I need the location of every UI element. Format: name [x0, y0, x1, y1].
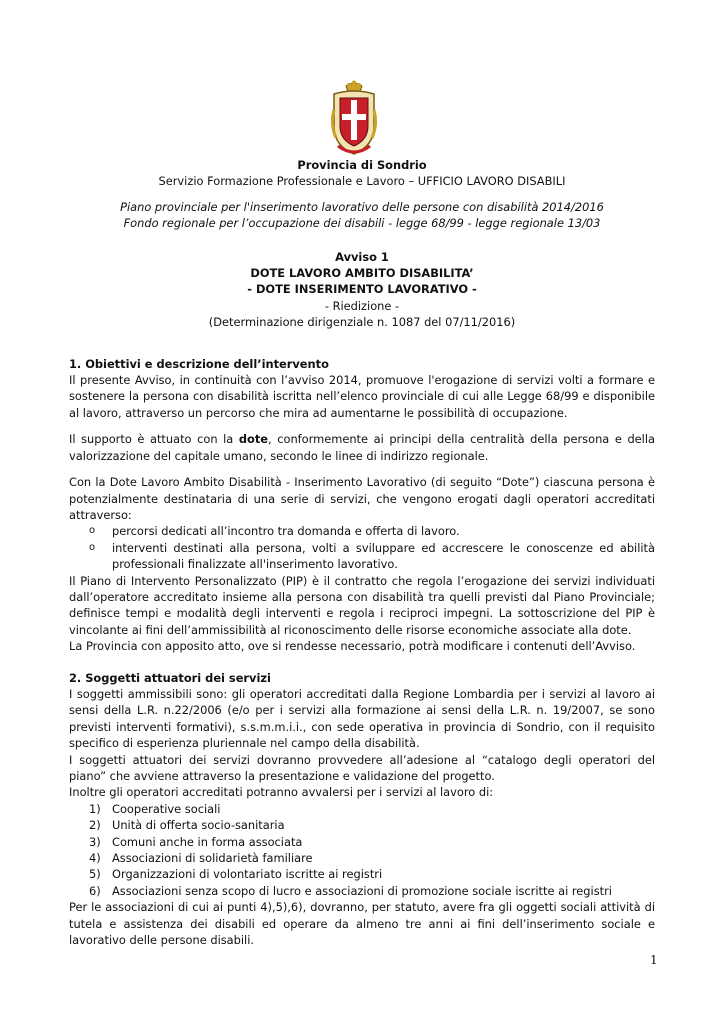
list-text: Organizzazioni di volontariato iscritte ai registri [112, 867, 383, 882]
list-number: 4) [89, 851, 101, 866]
notice-number: Avviso 1 [335, 249, 389, 264]
list-text: Associazioni senza scopo di lucro e associazioni di promozione sociale iscritte ai registri [112, 883, 612, 898]
p2-text-after: , conformemente ai principi della centralità della persona e della valorizzazione del capitale umano, secondo le linee di indirizzo regionale. [69, 432, 655, 463]
section-1-paragraph-3: Con la Dote Lavoro Ambito Disabilità - Inserimento Lavorativo (di seguito “Dote”) ciascuna persona è potenzialmente destinataria di una serie di servizi, che vengono erogati dagli operatori accreditati attraverso: [69, 475, 655, 522]
notice-title-1: DOTE LAVORO AMBITO DISABILITA’ [250, 266, 474, 281]
document-body [69, 157, 655, 948]
list-item [89, 866, 655, 882]
notice-title-2: - DOTE INSERIMENTO LAVORATIVO - [247, 282, 477, 297]
section-2-numbered-list [69, 801, 655, 899]
coat-of-arms-emblem [330, 80, 378, 158]
list-item [89, 850, 655, 866]
section-1-paragraph-2 [69, 431, 655, 464]
service-name: Servizio Formazione Professionale e Lavoro – UFFICIO LAVORO DISABILI [158, 174, 566, 189]
list-number: 3) [89, 834, 101, 849]
notice-edition: - Riedizione - [324, 298, 400, 313]
list-text: Associazioni di solidarietà familiare [112, 851, 313, 866]
list-number: 6) [89, 883, 101, 898]
list-number: 1) [89, 801, 101, 816]
p2-text-before: Il supporto è attuato con la [69, 432, 239, 447]
list-text: Unità di offerta socio-sanitaria [112, 818, 285, 833]
section-1-paragraph-5: La Provincia con apposito atto, ove si rendesse necessario, potrà modificare i contenuti dell’Avviso. [69, 639, 636, 654]
province-name: Provincia di Sondrio [297, 158, 427, 172]
page-number: 1 [650, 953, 658, 967]
section-1-paragraph-4: Il Piano di Intervento Personalizzato (PIP) è il contratto che regola l’erogazione dei servizi individuati dall’operatore accreditato insieme alla persona con disabilità tra quelli previsti dal Piano Provinciale; definisce tempi e modalità degli interventi e regola i reciproci impegni. La sottoscrizione del PIP è vincolante ai fini dell’ammissibilità al riconoscimento delle risorse economiche associate alla dote. [69, 573, 655, 637]
section-2-paragraph-4: Per le associazioni di cui ai punti 4),5),6), dovranno, per statuto, avere fra gli oggetti sociali attività di tutela e assistenza dei disabili ed operare da almeno tre anni ai fini dell’inserimento sociale e lavorativo delle persone disabili. [69, 900, 655, 948]
list-text: Comuni anche in forma associata [112, 834, 303, 849]
section-2-paragraph-3: Inoltre gli operatori accreditati potranno avvalersi per i servizi al lavoro di: [69, 785, 494, 800]
plan-line-2: Fondo regionale per l’occupazione dei disabili - legge 68/99 - legge regionale 13/03 [123, 216, 601, 231]
section-1-heading: 1. Obiettivi e descrizione dell’intervento [69, 356, 329, 371]
list-item [89, 883, 655, 899]
section-1-bullet-list [69, 523, 655, 572]
list-text: Cooperative sociali [112, 801, 221, 816]
list-item: o percorsi dedicati all’incontro tra domanda e offerta di lavoro. [89, 523, 655, 539]
list-item: o interventi destinati alla persona, volti a sviluppare ed accrescere le conoscenze ed abilità professionali finalizzate all'inserimento lavorativo. [89, 540, 655, 573]
letterhead [69, 157, 655, 232]
section-1 [69, 356, 655, 655]
list-item [89, 817, 655, 833]
list-item [89, 834, 655, 850]
p2-bold-dote: dote [238, 432, 269, 447]
plan-line-1: Piano provinciale per l'inserimento lavorativo delle persone con disabilità 2014/2016 [120, 199, 604, 214]
section-2-paragraph-1: I soggetti ammissibili sono: gli operatori accreditati dalla Regione Lombardia per i servizi al lavoro ai sensi della L.R. n.22/2006 (e/o per i servizi alla formazione ai sensi della L.R. n. 19/2007, se sono previsti interventi formativi), s.s.m.m.i.i., con sede operativa in provincia di Sondrio, con il requisito specifico di esperienza pluriennale nel campo della disabilità. [69, 686, 655, 751]
list-number: 5) [89, 867, 101, 882]
notice-determination: (Determinazione dirigenziale n. 1087 del 07/11/2016) [208, 315, 516, 330]
section-1-paragraph-1: Il presente Avviso, in continuità con l’avviso 2014, promuove l'erogazione di servizi volti a formare e sostenere la persona con disabilità iscritta nell’elenco provinciale di cui alle Legge 68/99 e disponibile al lavoro, attraverso un percorso che mira ad aumentarne le possibilità di occupazione. [69, 373, 655, 420]
list-item [89, 801, 655, 817]
section-2-heading: 2. Soggetti attuatori dei servizi [69, 670, 271, 685]
notice-title-block [69, 249, 655, 331]
section-2 [69, 670, 655, 949]
list-number: 2) [89, 818, 101, 833]
section-2-paragraph-2: I soggetti attuatori dei servizi dovranno provvedere all’adesione al “catalogo degli operatori del piano” che avviene attraverso la presentazione e validazione del progetto. [69, 752, 655, 783]
